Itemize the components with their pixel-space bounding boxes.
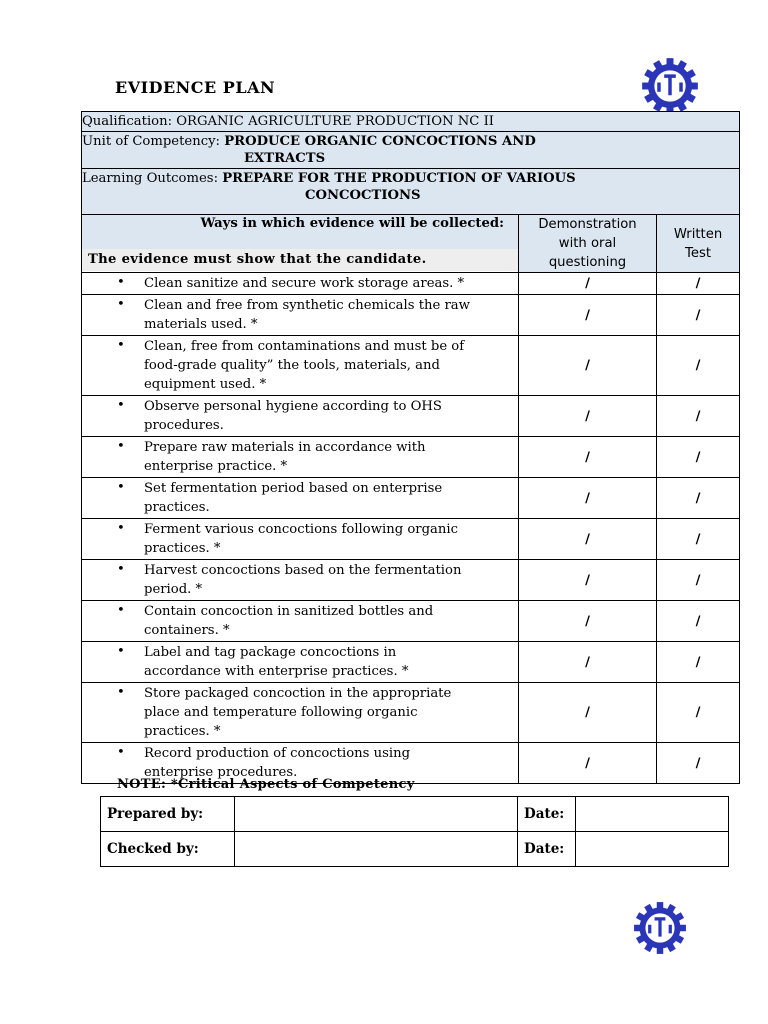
unit-value-line2: EXTRACTS bbox=[244, 151, 326, 166]
evidence-header-row bbox=[82, 215, 740, 273]
prepared-row bbox=[101, 797, 729, 832]
criteria-line: Record production of concoctions using bbox=[144, 746, 411, 761]
demonstration-mark: / bbox=[519, 273, 657, 295]
outcomes-value-line2: CONCOCTIONS bbox=[305, 188, 421, 203]
criteria-row bbox=[82, 437, 740, 478]
bullet-icon: • bbox=[117, 745, 125, 760]
checked-row bbox=[101, 832, 729, 867]
criteria-text-cell bbox=[82, 601, 519, 642]
criteria-row bbox=[82, 336, 740, 396]
criteria-line: practices. * bbox=[144, 541, 221, 556]
checked-by-field[interactable] bbox=[235, 832, 518, 867]
demonstration-mark: / bbox=[519, 560, 657, 601]
written-test-mark: / bbox=[657, 683, 740, 743]
checked-by-label: Checked by: bbox=[101, 832, 235, 867]
written-test-mark: / bbox=[657, 743, 740, 784]
demonstration-mark: / bbox=[519, 601, 657, 642]
criteria-text-cell bbox=[82, 683, 519, 743]
bullet-icon: • bbox=[117, 644, 125, 659]
criteria-line: Clean and free from synthetic chemicals the raw bbox=[144, 298, 470, 313]
evidence-plan-table bbox=[81, 111, 740, 784]
prepared-by-label: Prepared by: bbox=[101, 797, 235, 832]
demonstration-mark: / bbox=[519, 295, 657, 336]
criteria-line: Harvest concoctions based on the fermentation bbox=[144, 563, 462, 578]
col2-line2: Test bbox=[685, 245, 711, 261]
criteria-line: Set fermentation period based on enterprise bbox=[144, 481, 443, 496]
criteria-line: Clean, free from contaminations and must be of bbox=[144, 339, 465, 354]
written-test-mark: / bbox=[657, 478, 740, 519]
bullet-icon: • bbox=[117, 439, 125, 454]
criteria-row bbox=[82, 478, 740, 519]
qualification-value: ORGANIC AGRICULTURE PRODUCTION NC II bbox=[176, 114, 494, 129]
bullet-icon: • bbox=[117, 603, 125, 618]
criteria-line: period. * bbox=[144, 582, 203, 597]
criteria-line: accordance with enterprise practices. * bbox=[144, 664, 409, 679]
criteria-row bbox=[82, 560, 740, 601]
must-show-label: The evidence must show that the candidate. bbox=[88, 252, 427, 267]
criteria-text-cell bbox=[82, 273, 519, 295]
criteria-text-cell bbox=[82, 642, 519, 683]
criteria-text-cell bbox=[82, 519, 519, 560]
unit-row bbox=[82, 132, 740, 169]
demonstration-mark: / bbox=[519, 519, 657, 560]
checked-date-field[interactable] bbox=[576, 832, 729, 867]
criteria-line: enterprise procedures. bbox=[144, 765, 298, 780]
criteria-line: practices. * bbox=[144, 724, 221, 739]
criteria-row bbox=[82, 601, 740, 642]
ways-label: Ways in which evidence will be collected: bbox=[200, 216, 504, 231]
unit-label: Unit of Competency: bbox=[82, 134, 220, 149]
written-test-mark: / bbox=[657, 295, 740, 336]
criteria-line: Observe personal hygiene according to OHS bbox=[144, 399, 442, 414]
demonstration-mark: / bbox=[519, 642, 657, 683]
col1-line3: questioning bbox=[548, 255, 627, 270]
criteria-line: Clean sanitize and secure work storage areas. * bbox=[144, 276, 465, 291]
criteria-text-cell bbox=[82, 336, 519, 396]
note-critical-aspects: NOTE: *Critical Aspects of Competency bbox=[117, 777, 415, 792]
criteria-text-cell bbox=[82, 396, 519, 437]
qualification-row bbox=[82, 112, 740, 132]
gear-icon bbox=[642, 58, 698, 114]
criteria-text-cell bbox=[82, 560, 519, 601]
gear-icon bbox=[634, 902, 686, 954]
criteria-line: Prepare raw materials in accordance with bbox=[144, 440, 426, 455]
criteria-line: food-grade quality” the tools, materials, and bbox=[144, 358, 440, 373]
written-test-mark: / bbox=[657, 273, 740, 295]
bullet-icon: • bbox=[117, 480, 125, 495]
criteria-line: Ferment various concoctions following organic bbox=[144, 522, 458, 537]
criteria-row bbox=[82, 642, 740, 683]
criteria-line: Contain concoction in sanitized bottles and bbox=[144, 604, 434, 619]
criteria-text-cell bbox=[82, 437, 519, 478]
criteria-line: materials used. * bbox=[144, 317, 258, 332]
checked-date-label: Date: bbox=[518, 832, 576, 867]
tesda-logo-icon bbox=[641, 57, 699, 115]
demonstration-mark: / bbox=[519, 336, 657, 396]
bullet-icon: • bbox=[117, 562, 125, 577]
criteria-line: enterprise practice. * bbox=[144, 459, 288, 474]
demonstration-column-header bbox=[519, 215, 657, 273]
tesda-logo-icon bbox=[633, 901, 687, 955]
prepared-by-field[interactable] bbox=[235, 797, 518, 832]
bullet-icon: • bbox=[117, 338, 125, 353]
outcomes-row bbox=[82, 169, 740, 215]
written-test-mark: / bbox=[657, 437, 740, 478]
signoff-table bbox=[100, 796, 729, 867]
col2-line1: Written bbox=[673, 226, 723, 242]
demonstration-mark: / bbox=[519, 478, 657, 519]
page-title: EVIDENCE PLAN bbox=[115, 78, 276, 97]
bullet-icon: • bbox=[117, 275, 125, 290]
written-test-mark: / bbox=[657, 642, 740, 683]
unit-value-line1: PRODUCE ORGANIC CONCOCTIONS AND bbox=[224, 134, 536, 149]
criteria-text-cell bbox=[82, 295, 519, 336]
criteria-row bbox=[82, 273, 740, 295]
demonstration-mark: / bbox=[519, 743, 657, 784]
criteria-line: Label and tag package concoctions in bbox=[144, 645, 397, 660]
criteria-text-cell bbox=[82, 478, 519, 519]
criteria-line: Store packaged concoction in the appropriate bbox=[144, 686, 452, 701]
col1-line1: Demonstration bbox=[538, 217, 637, 232]
bullet-icon: • bbox=[117, 398, 125, 413]
bullet-icon: • bbox=[117, 521, 125, 536]
prepared-date-label: Date: bbox=[518, 797, 576, 832]
bullet-icon: • bbox=[117, 297, 125, 312]
bullet-icon: • bbox=[117, 685, 125, 700]
criteria-line: equipment used. * bbox=[144, 377, 267, 392]
demonstration-mark: / bbox=[519, 396, 657, 437]
criteria-line: practices. bbox=[144, 500, 210, 515]
criteria-line: place and temperature following organic bbox=[144, 705, 418, 720]
written-test-mark: / bbox=[657, 396, 740, 437]
criteria-row bbox=[82, 683, 740, 743]
written-test-mark: / bbox=[657, 560, 740, 601]
demonstration-mark: / bbox=[519, 437, 657, 478]
outcomes-value-line1: PREPARE FOR THE PRODUCTION OF VARIOUS bbox=[222, 171, 576, 186]
qualification-label: Qualification: bbox=[82, 114, 173, 129]
criteria-row bbox=[82, 519, 740, 560]
col1-line2: with oral bbox=[558, 236, 617, 251]
written-test-mark: / bbox=[657, 519, 740, 560]
outcomes-label: Learning Outcomes: bbox=[82, 171, 219, 186]
criteria-row bbox=[82, 396, 740, 437]
demonstration-mark: / bbox=[519, 683, 657, 743]
prepared-date-field[interactable] bbox=[576, 797, 729, 832]
criteria-row bbox=[82, 295, 740, 336]
written-test-mark: / bbox=[657, 336, 740, 396]
written-test-column-header bbox=[657, 215, 740, 273]
criteria-line: containers. * bbox=[144, 623, 230, 638]
written-test-mark: / bbox=[657, 601, 740, 642]
criteria-line: procedures. bbox=[144, 418, 224, 433]
